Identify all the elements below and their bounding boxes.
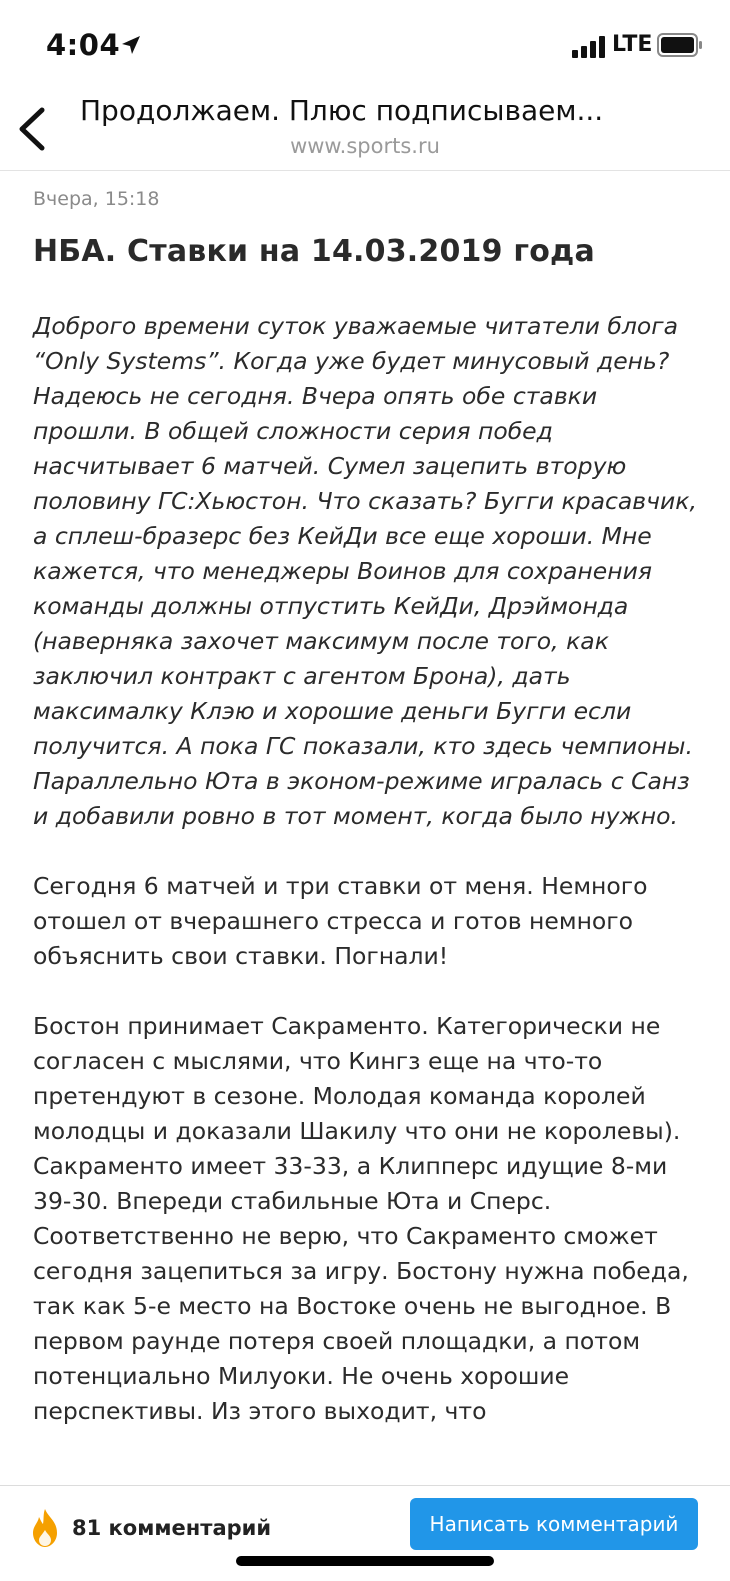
status-time: 4:04 (46, 28, 121, 62)
article-paragraph: Бостон принимает Сакраменто. Категорически не согласен с мыслями, что Кингз еще на что-то претендуют в сезоне. Молодая команда королей молодцы и доказали Шакилу что они не королевы). Сакраменто имеет 33-33, а Клипперс идущие 8-ми 39-30. Впереди стабильные Юта и Сперс. Соответственно не верю, что Сакраменто сможет сегодня зацепиться за игру. Бостону нужна победа, так как 5-е место на Востоке очень не выгодное. В первом раунде потеря своей площадки, а потом потенциально Милуоки. Не очень хорошие перспективы. Из этого выходит, что (33, 1012, 689, 1425)
status-bar (0, 0, 730, 88)
comments-bar (0, 1485, 730, 1581)
network-type: LTE (612, 32, 653, 57)
page-title: Продолжаем. Плюс подписываем... (80, 94, 604, 127)
cell-signal-icon (572, 36, 608, 58)
comments-count[interactable]: 81 комментарий (72, 1516, 272, 1540)
battery-icon (657, 33, 703, 57)
article-paragraph-intro: Доброго времени суток уважаемые читатели блога “Only Systems”. Когда уже будет минусовый день? Надеюсь не сегодня. Вчера опять обе ставки прошли. В общей сложности серия побед насчитывает 6 матчей. Сумел зацепить вторую половину ГС:Хьюстон. Что сказать? Бугги красавчик, а сплеш-бразерс без КейДи все еще хороши. Мне кажется, что менеджеры Воинов для сохранения команды должны отпустить КейДи, Дрэймонда (наверняка захочет максимум после того, как заключил контракт с агентом Брона), дать максималку Клэю и хорошие деньги Бугги если получится. А пока ГС показали, кто здесь чемпионы. Параллельно Юта в эконом-режиме игралась с Санз и добавили ровно в тот момент, когда было нужно. (33, 312, 697, 830)
home-indicator (236, 1556, 494, 1566)
fire-icon (30, 1508, 60, 1548)
article-headline: НБА. Ставки на 14.03.2019 года (33, 234, 595, 269)
article (33, 170, 703, 1429)
article-date: Вчера, 15:18 (33, 188, 160, 210)
site-domain: www.sports.ru (290, 134, 440, 158)
write-comment-button[interactable]: Написать комментарий (410, 1498, 698, 1550)
navigation-bar (0, 88, 730, 171)
location-arrow-icon (120, 34, 142, 56)
article-paragraph: Сегодня 6 матчей и три ставки от меня. Немного отошел от вчерашнего стресса и готов немного объяснить свои ставки. Погнали! (33, 872, 648, 970)
